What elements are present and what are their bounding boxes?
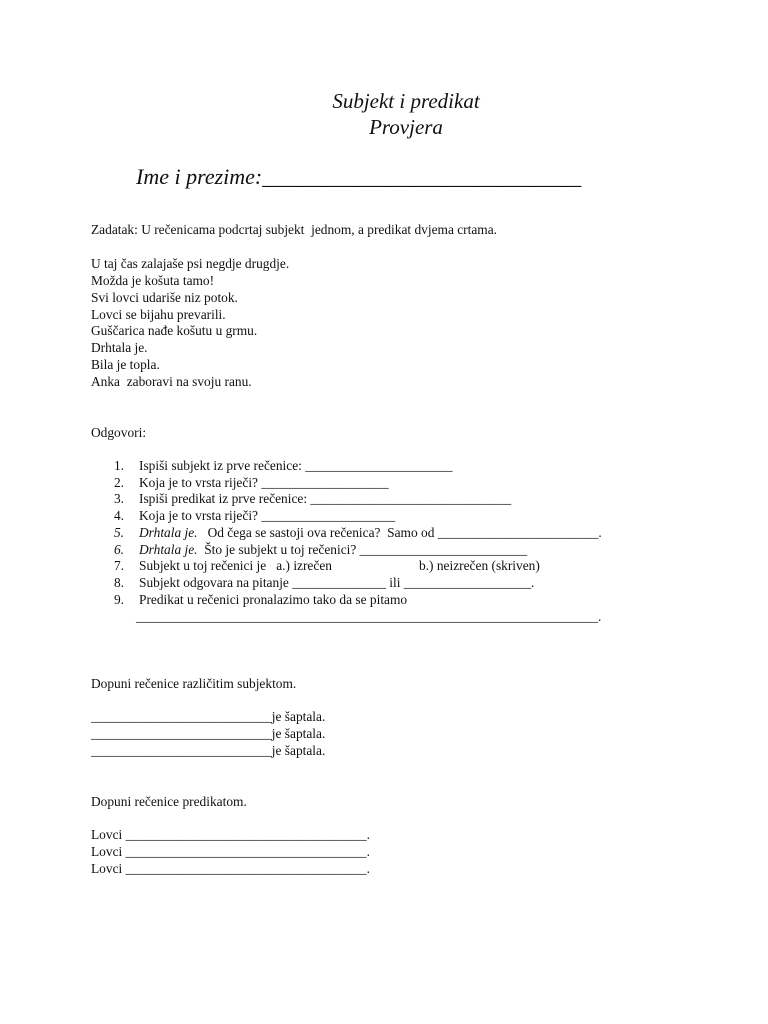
question-text: Ispiši predikat iz prve rečenice: ______________________________ [139, 491, 512, 506]
question-text: Koja je to vrsta riječi? ____________________ [139, 508, 396, 523]
question-number: 7. [113, 558, 124, 573]
question-number: 1. [113, 458, 124, 473]
sentence: Bila je topla. [91, 357, 160, 372]
sentence: Drhtala je. [91, 340, 148, 355]
question-number: 3. [113, 491, 124, 506]
subject-fill-line: ___________________________je šaptala. [91, 726, 326, 741]
page-subtitle: Provjera [369, 115, 443, 139]
sentence: Svi lovci udariše niz potok. [91, 290, 238, 305]
sentence: Možda je košuta tamo! [91, 273, 215, 288]
question-text: Subjekt odgovara na pitanje ______________ ili ___________________. [139, 575, 535, 590]
sentence: Guščarica nađe košutu u grmu. [91, 323, 258, 338]
question-text: Subjekt u toj rečenici je a.) izrečen b.) neizrečen (skriven) [139, 558, 540, 573]
question-line [139, 524, 602, 541]
answer-line: _____________________________________________________________________. [136, 609, 602, 624]
sentence: Anka zaboravi na svoju ranu. [91, 374, 252, 389]
question-text: Što je subjekt u toj rečenici? _________________________ [197, 542, 528, 557]
sentence: U taj čas zalajaše psi negdje drugdje. [91, 256, 290, 271]
predicate-fill-line: Lovci ____________________________________. [91, 861, 370, 876]
question-text: Koja je to vrsta riječi? ___________________ [139, 475, 389, 490]
question-text: Od čega se sastoji ova rečenica? Samo od ________________________. [197, 525, 602, 540]
question-lead-sentence: Drhtala je. [139, 542, 198, 557]
page-title: Subjekt i predikat [332, 89, 480, 113]
question-number: 9. [113, 592, 124, 607]
question-line [139, 541, 527, 558]
sentence: Lovci se bijahu prevarili. [91, 307, 226, 322]
question-text: Predikat u rečenici pronalazimo tako da se pitamo [139, 592, 408, 607]
subject-fill-line: ___________________________je šaptala. [91, 709, 326, 724]
question-lead-sentence: Drhtala je. [139, 525, 198, 540]
answers-heading: Odgovori: [91, 425, 147, 440]
question-number: 2. [113, 475, 124, 490]
task-instruction: Zadatak: U rečenicama podcrtaj subjekt jednom, a predikat dvjema crtama. [91, 222, 498, 237]
question-number: 4. [113, 508, 124, 523]
question-number: 8. [113, 575, 124, 590]
question-text: Ispiši subjekt iz prve rečenice: ______________________ [139, 458, 453, 473]
subject-fill-line: ___________________________je šaptala. [91, 743, 326, 758]
predicate-fill-line: Lovci ____________________________________. [91, 844, 370, 859]
subject-exercise-heading: Dopuni rečenice različitim subjektom. [91, 676, 297, 691]
name-field-line: Ime i prezime:_____________________________ [136, 164, 582, 189]
predicate-fill-line: Lovci ____________________________________. [91, 827, 370, 842]
question-number: 6. [113, 542, 124, 557]
question-number: 5. [113, 525, 124, 540]
predicate-exercise-heading: Dopuni rečenice predikatom. [91, 794, 247, 809]
